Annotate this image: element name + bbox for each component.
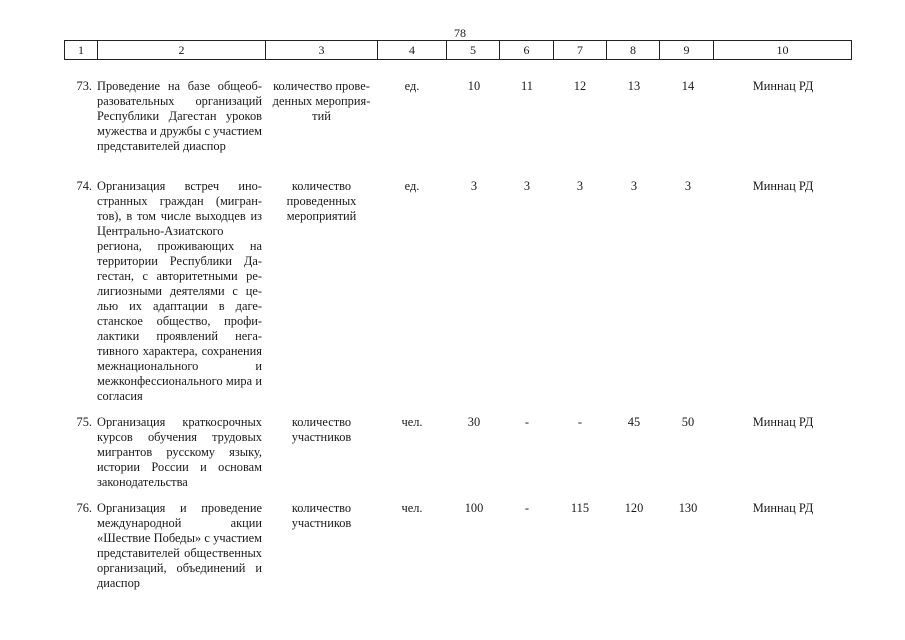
row-unit: чел.: [401, 501, 423, 515]
row-indicator: количество участников: [291, 415, 352, 444]
row-value-col7: 115: [570, 501, 590, 515]
row-value-col8: 3: [630, 179, 638, 193]
row-value-col9: 14: [681, 79, 695, 93]
row-value-col6: 11: [521, 79, 533, 93]
row-value-col6: -: [524, 501, 530, 515]
row-number: 73.: [76, 79, 92, 93]
row-responsible: Миннац РД: [752, 179, 814, 193]
row-description: Организация встреч иностранных граждан (мигрантов), в том числе выходцев из Центрально-Азиатского региона, проживающих на территории Республики Дагестан, с авторитетными религиозными деятелями с целью их адаптации в дагестанское общество, профилактики проявлений негативного характера, сохранения межнационального и межконфессионального мира и согласия: [97, 179, 262, 403]
row-value-col7: 12: [573, 79, 587, 93]
row-value-col9: 50: [681, 415, 695, 429]
column-header-1: 1: [64, 41, 97, 59]
column-header-5: 5: [446, 41, 499, 59]
row-number: 75.: [76, 415, 92, 429]
row-value-col8: 13: [627, 79, 641, 93]
row-indicator: количество проведенных мероприятий: [272, 79, 371, 123]
row-indicator: количество проведенных мероприятий: [286, 179, 357, 223]
row-value-col7: 3: [576, 179, 584, 193]
column-header-8: 8: [606, 41, 659, 59]
row-responsible: Миннац РД: [752, 79, 814, 93]
row-value-col5: 3: [470, 179, 478, 193]
row-value-col5: 100: [464, 501, 484, 515]
row-indicator: количество участников: [291, 501, 352, 530]
row-value-col5: 30: [467, 415, 481, 429]
row-description: Организация краткосрочных курсов обучения трудовых мигрантов русскому языку, истории России и основам законодательства: [97, 415, 262, 489]
column-header-2: 2: [97, 41, 265, 59]
row-responsible: Миннац РД: [752, 501, 814, 515]
column-header-9: 9: [659, 41, 713, 59]
row-responsible: Миннац РД: [752, 415, 814, 429]
row-value-col9: 130: [678, 501, 698, 515]
row-number: 74.: [76, 179, 92, 193]
row-description: Проведение на базе общеобразовательных организаций Республики Дагестан уроков мужества и дружбы с участием представителей диаспор: [97, 79, 262, 153]
row-unit: ед.: [404, 179, 420, 193]
row-value-col9: 3: [684, 179, 692, 193]
page-number: 78: [454, 26, 466, 40]
row-number: 76.: [76, 501, 92, 515]
row-unit: чел.: [401, 415, 423, 429]
column-header-3: 3: [265, 41, 377, 59]
column-header-10: 10: [713, 41, 852, 59]
table-header-row: [64, 40, 852, 60]
row-value-col8: 120: [624, 501, 644, 515]
row-value-col6: 3: [523, 179, 531, 193]
column-header-7: 7: [553, 41, 606, 59]
row-description: Организация и проведение международной акции «Шествие Победы» с участием представителей общественных организаций, объединений и диаспор: [97, 501, 262, 590]
row-value-col5: 10: [467, 79, 481, 93]
column-header-4: 4: [377, 41, 446, 59]
row-unit: ед.: [404, 79, 420, 93]
row-value-col6: -: [524, 415, 530, 429]
row-value-col7: -: [577, 415, 583, 429]
row-value-col8: 45: [627, 415, 641, 429]
column-header-6: 6: [499, 41, 553, 59]
